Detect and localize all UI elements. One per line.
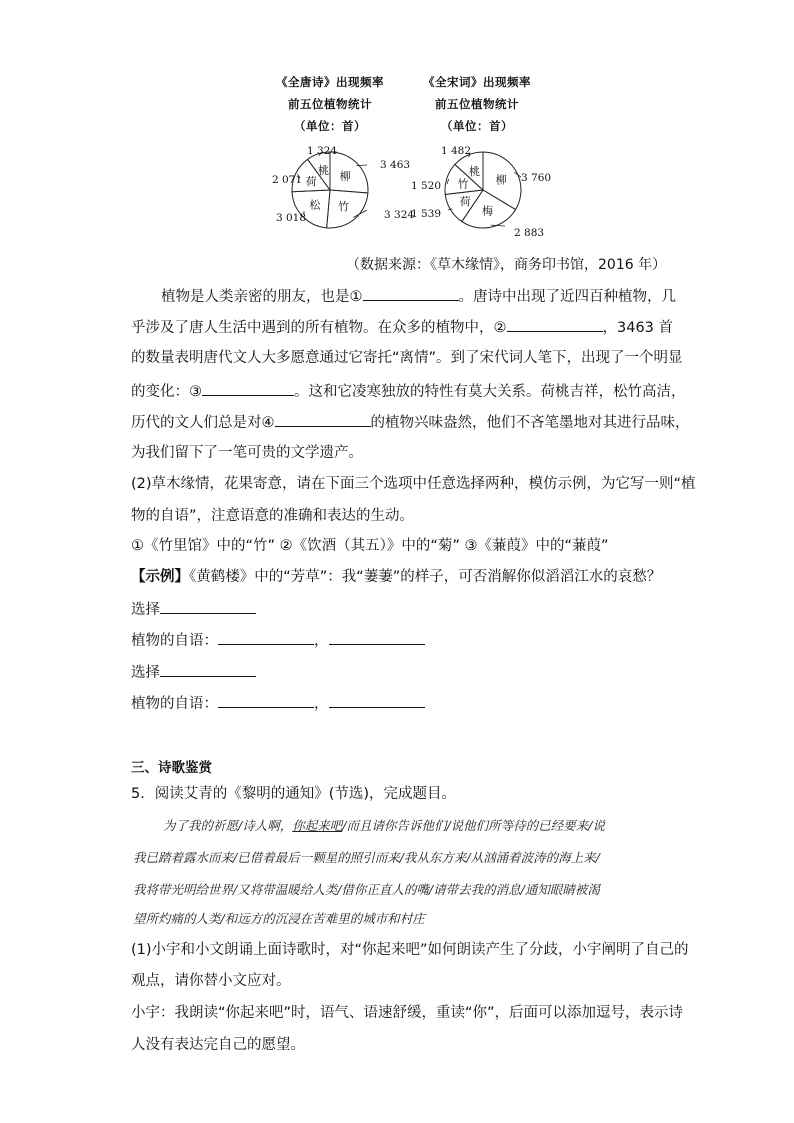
xiaoyu-line-1: 小宇：我朗读“你起来吧”时，语气、语速舒缓，重读“你”，后面可以添加逗号，表示诗 (131, 1005, 684, 1021)
chart2-slice-name-0: 柳 (495, 173, 507, 187)
chart1-value-label-3: 2 071 (271, 174, 302, 186)
chart1-value-label-4: 1 324 (306, 145, 338, 157)
select-blank-1[interactable] (160, 598, 256, 614)
chart1-title-line2: 前五位植物统计 (288, 97, 372, 111)
self-talk-blank-2a[interactable] (218, 692, 314, 708)
blank-2[interactable] (507, 316, 603, 332)
chart2-value-label-0: 3 760 (521, 172, 552, 184)
chart1-value-label-0: 3 463 (380, 159, 411, 171)
chart1-unit: （单位：首） (294, 119, 366, 133)
chart2-slice-name-4: 桃 (469, 164, 480, 178)
blank-1[interactable] (363, 285, 459, 301)
passage-line-2: 乎涉及了唐人生活中遇到的所有植物。在众多的植物中，② ，3463 首 (131, 316, 673, 338)
select-blank-2[interactable] (160, 661, 256, 677)
self-talk-blank-2b[interactable] (329, 692, 425, 708)
self-talk-blank-1a[interactable] (218, 629, 314, 645)
passage-line-1: 植物是人类亲密的朋友，也是① 。唐诗中出现了近四百种植物，几 (161, 285, 676, 307)
passage-line-4: 的变化：③ 。这和它凌寒独放的特性有莫大关系。荷桃吉祥，松竹高洁， (131, 380, 686, 402)
chart1-value-label-2: 3 018 (275, 212, 306, 224)
pie-charts (0, 0, 794, 250)
blank-3[interactable] (202, 380, 294, 396)
q2-select-2: 选择 (131, 661, 256, 683)
chart1-slice-name-1: 竹 (338, 200, 349, 213)
self-talk-blank-1b[interactable] (329, 629, 425, 645)
chart2-value-label-2: 1 539 (410, 208, 441, 220)
chart1-slice-name-4: 桃 (318, 164, 329, 178)
chart1-slice-name-2: 松 (309, 198, 321, 212)
poem-line-1: 为了我的祈愿/诗人啊，你起来吧/而且请你告诉他们/说他们所等待的已经要来/说 (163, 818, 605, 833)
q2-options: ①《竹里馆》中的“竹” ②《饮酒（其五）》中的“菊” ③《蒹葭》中的“蒹葭” (131, 538, 609, 554)
blank-4[interactable] (275, 411, 371, 427)
source-note: （数据来源：《草木缘情》，商务印书馆，2016 年） (346, 257, 667, 273)
xiaoyu-line-2: 人没有表达完自己的愿望。 (131, 1037, 305, 1053)
q5-stem: 5．阅读艾青的《黎明的通知》(节选)，完成题目。 (131, 786, 457, 802)
chart1-title-line1: 《全唐诗》出现频率 (276, 75, 384, 89)
q2-example: 【示例】《黄鹤楼》中的“芳草”：我“萋萋”的样子，可否消解你似滔滔江水的哀愁？ (131, 569, 662, 585)
passage-line-5: 历代的文人们总是对④ 的植物兴味盎然，他们不吝笔墨地对其进行品味， (131, 411, 690, 433)
passage-line-3: 的数量表明唐代文人大多愿意通过它寄托“离情”。到了宋代词人笔下，出现了一个明显 (131, 350, 683, 366)
q2-select-1: 选择 (131, 598, 256, 620)
chart2-value-label-3: 1 520 (410, 180, 441, 192)
chart2-slice-name-1: 梅 (482, 204, 493, 218)
q2-line-2: 物的自语”，注意语意的准确和表达的生动。 (131, 508, 415, 524)
q5-sub1-line-1: (1)小宇和小文朗诵上面诗歌时，对“你起来吧”如何朗读产生了分歧，小宇阐明了自己的 (131, 942, 689, 958)
chart2-title-line1: 《全宋词》出现频率 (423, 75, 531, 89)
q2-self-talk-1: 植物的自语： ， (131, 629, 425, 651)
chart2-slice-name-2: 荷 (459, 194, 471, 208)
chart2-value-label-1: 2 883 (514, 227, 545, 239)
chart1-value-label-1: 3 324 (384, 209, 415, 221)
chart2-unit: （单位：首） (441, 119, 513, 133)
poem-line-3: 我将带光明给世界/又将带温暖给人类/借你正直人的嘴/请带去我的消息/通知眼睛被渴 (133, 882, 600, 897)
poem-line-4: 望所灼痛的人类/和远方的沉浸在苦难里的城市和村庄 (133, 911, 425, 926)
section-3-title: 三、诗歌鉴赏 (131, 760, 212, 776)
chart1-slice-name-3: 荷 (305, 175, 317, 188)
q2-line-1: (2)草木缘情，花果寄意，请在下面三个选项中任意选择两种，模仿示例，为它写一则“植 (131, 476, 696, 492)
poem-line-2: 我已踏着露水而来/已借着最后一颗星的照引而来/我从东方来/从汹涌着波涛的海上来/ (133, 850, 600, 865)
q5-sub1-line-2: 观点，请你替小文应对。 (131, 973, 291, 989)
chart2-title-line2: 前五位植物统计 (435, 97, 519, 111)
passage-line-6: 为我们留下了一笔可贵的文学遗产。 (131, 445, 363, 461)
chart2-value-label-4: 1 482 (440, 145, 471, 157)
chart2-slice-name-3: 竹 (457, 177, 469, 191)
chart1-slice-name-0: 柳 (339, 169, 351, 183)
q2-self-talk-2: 植物的自语： ， (131, 692, 425, 714)
